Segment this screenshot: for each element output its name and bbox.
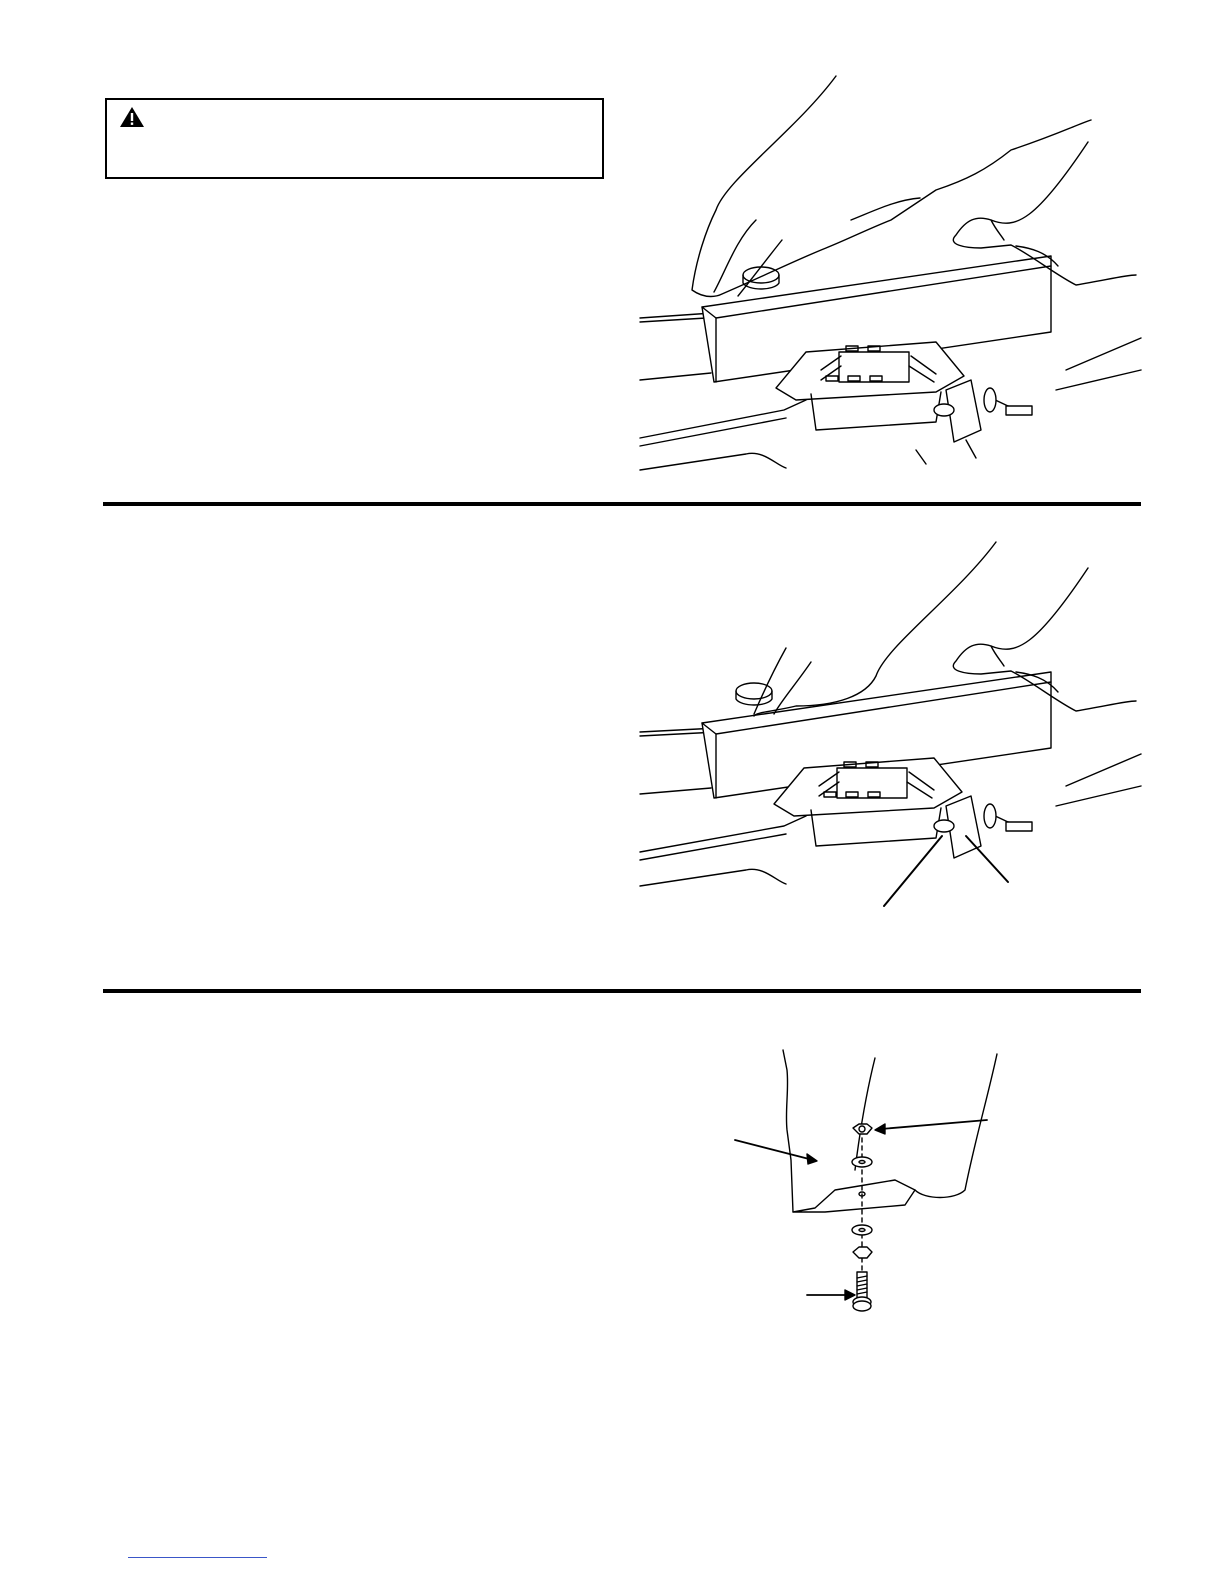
section-divider	[103, 502, 1141, 506]
warning-box	[105, 98, 604, 179]
footer-link-underline[interactable]	[128, 1557, 267, 1558]
stop-hardware-exploded-illustration	[725, 1040, 1025, 1330]
fence-square-check-illustration	[636, 70, 1146, 480]
fence-stop-adjust-illustration	[636, 536, 1146, 916]
warning-triangle-icon	[119, 106, 145, 128]
section-divider	[103, 989, 1141, 993]
